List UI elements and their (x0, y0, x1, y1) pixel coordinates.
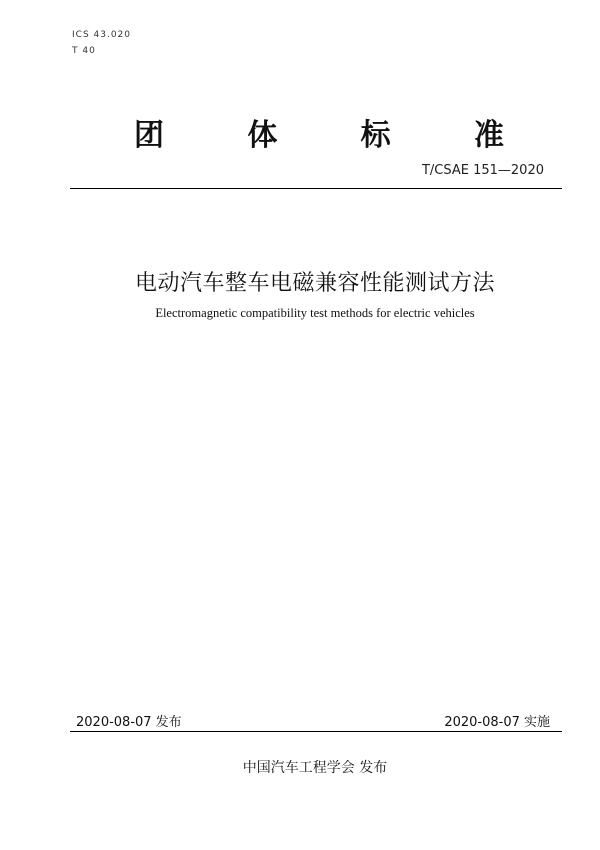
standard-type-char: 标 (360, 118, 391, 153)
implementation-date: 2020-08-07 实施 (444, 715, 550, 730)
header-divider (70, 188, 562, 189)
ccs-code: T 40 (72, 46, 96, 56)
footer-divider (70, 731, 562, 732)
issue-date: 2020-08-07 发布 (76, 715, 182, 730)
standard-type-char: 团 (134, 118, 164, 153)
standard-type-heading (134, 110, 504, 154)
standard-type-char: 准 (473, 118, 504, 153)
document-title-chinese: 电动汽车整车电磁兼容性能测试方法 (134, 271, 495, 296)
standard-number: T/CSAE 151—2020 (421, 163, 544, 178)
standard-type-char: 体 (247, 118, 278, 153)
ics-code: ICS 43.020 (72, 30, 132, 40)
publisher: 中国汽车工程学会 发布 (242, 760, 388, 776)
document-title-english: Electromagnetic compatibility test methods for electric vehicles (155, 306, 475, 320)
